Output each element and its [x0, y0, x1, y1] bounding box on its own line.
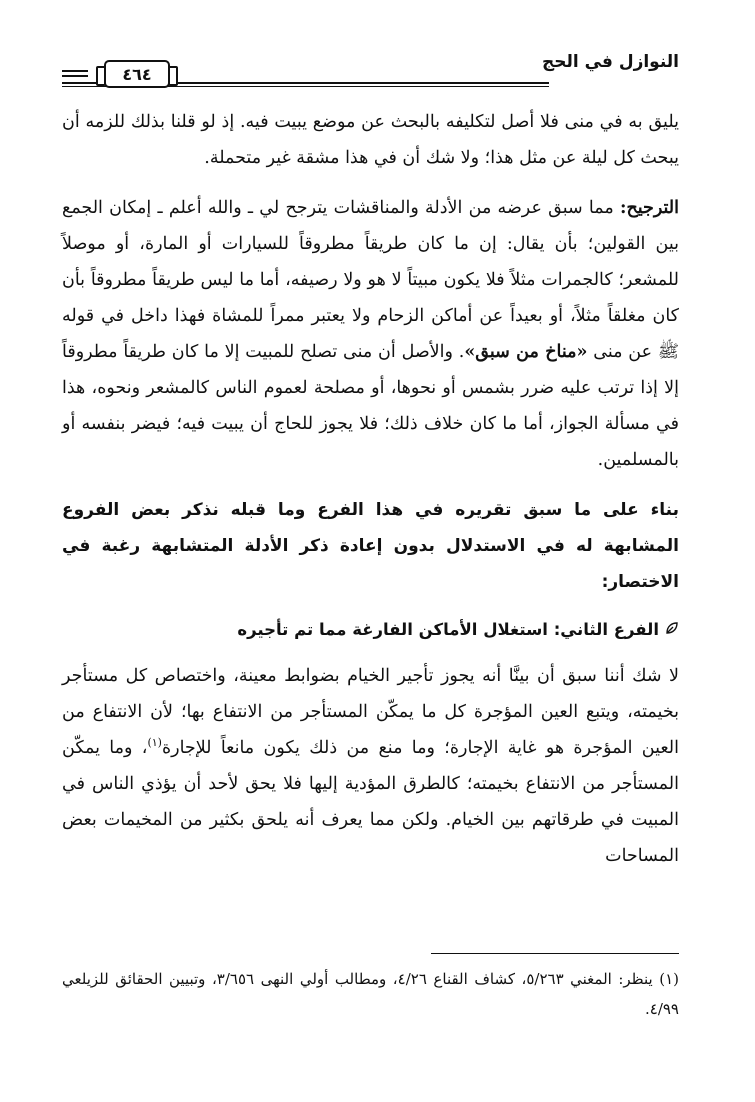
header-ornament-line-2: [62, 75, 88, 77]
tarjih-keyword: الترجيح:: [620, 198, 679, 218]
leaf-ornament-icon: [665, 616, 679, 644]
footnote: (١) ينظر: المغني ٥/٢٦٣، كشاف القناع ٤/٢٦، ومطالب أولي النهى ٣/٦٥٦، وتبيين الحقائق للزيلعي ٤/٩٩.: [62, 970, 679, 1018]
section-heading-text: الفرع الثاني: استغلال الأماكن الفارغة مما تم تأجيره: [237, 620, 659, 639]
footnote-divider: [431, 953, 679, 954]
second-branch-text-2: ، وما يمكّن المستأجر من الانتفاع بخيمته؛ كالطرق المؤدية إليها فلا يحق لأحد أن يؤذي الناس في المبيت في طرقاتهم بين الخيام. ولكن مما يعرف أنه يلحق بكثير من المخيمات بعض المساحات: [62, 738, 679, 866]
page-number: ٤٦٤: [104, 60, 170, 88]
paragraph-intro-bold: بناء على ما سبق تقريره في هذا الفرع وما قبله نذكر بعض الفروع المشابهة له في الاستدلال بدون إعادة ذكر الأدلة المتشابهة رغبة في الاختصار:: [62, 500, 679, 592]
paragraph-tarjih: [62, 190, 679, 478]
second-branch-text-1: لا شك أننا سبق أن بينَّا أنه يجوز تأجير الخيام بضوابط معينة، واختصاص كل مستأجر بخيمته، ويتبع العين المؤجرة كل ما يمكّن المستأجر من الانتفاع بها؛ لأن الانتفاع من العين المؤجرة هو غاية الإجارة؛ وما منع من ذلك يكون مانعاً للإجارة: [62, 666, 679, 758]
tarjih-text-1: مما سبق عرضه من الأدلة والمناقشات يترجح لي ـ والله أعلم ـ إمكان الجمع بين القولين؛ بأن يقال: إن ما كان طريقاً مطروقاً للسيارات أو المارة، أو موصلاً للمشعر؛ كالجمرات مثلاً فلا يكون مبيتاً لا هو ولا رصيفه، أما ما ليس طريقاً مطروقاً بأن كان مغلقاً مثلاً، أو بعيداً عن أماكن الزحام ولا يعتبر ممراً للمشاة فهذا داخل في قوله ﷺ عن منى: [62, 198, 680, 362]
paragraph-second-branch: [62, 658, 679, 874]
footnote-ref[interactable]: (١): [147, 736, 162, 750]
tarjih-text-2: . والأصل أن منى تصلح للمبيت إلا ما كان طريقاً مطروقاً إلا إذا ترتب عليه ضرر بشمس أو نحوها، أو مصلحة لعموم الناس كالمشعر ونحوه، هذا في مسألة الجواز، أما ما كان خلاف ذلك؛ فلا يجوز للحاج أن يبيت فيه؛ فيضر بنفسه أو بالمسلمين.: [62, 342, 679, 470]
section-heading: [62, 616, 679, 644]
paragraph-continuation: يليق به في منى فلا أصل لتكليفه بالبحث عن موضع يبيت فيه. إذ لو قلنا بذلك للزمه أن يبحث كل ليلة عن مثل هذا؛ ولا شك أن في هذا مشقة غير متحملة.: [62, 112, 679, 168]
running-header: [62, 44, 679, 90]
page-body: [62, 104, 679, 874]
book-title: النوازل في الحج: [541, 52, 679, 72]
header-ornament-line: [62, 70, 88, 72]
hadith-quote: «مناخ من سبق»: [464, 342, 588, 362]
